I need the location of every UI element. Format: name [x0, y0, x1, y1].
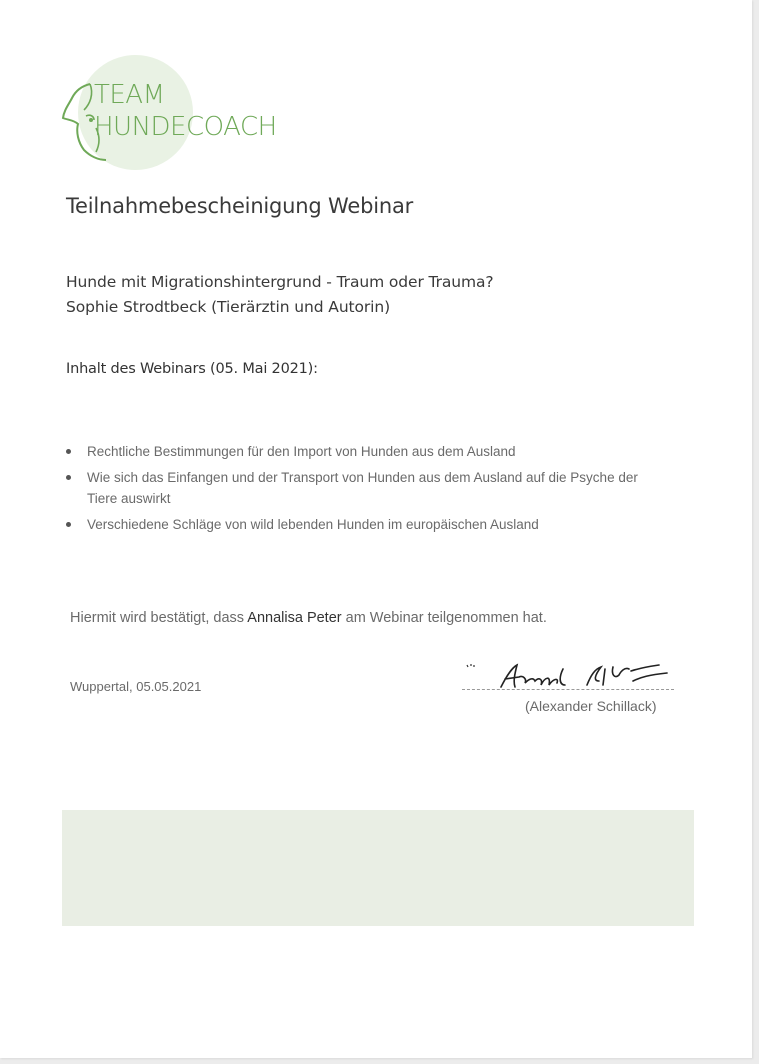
- list-item-text: Verschiedene Schläge von wild lebenden Hunden im europäischen Ausland: [87, 517, 539, 532]
- content-list: [66, 441, 656, 540]
- signer-name: (Alexander Schillack): [525, 698, 657, 714]
- place-date: Wuppertal, 05.05.2021: [70, 679, 202, 694]
- bullet-icon: [66, 522, 71, 527]
- signature-block: [455, 657, 675, 717]
- bullet-icon: [66, 449, 71, 454]
- document-title: Teilnahmebescheinigung Webinar: [66, 194, 414, 218]
- bullet-icon: [66, 475, 71, 480]
- list-item: [66, 514, 656, 535]
- confirmation-after: am Webinar teilgenommen hat.: [341, 610, 547, 626]
- confirmation-before: Hiermit wird bestätigt, dass: [70, 610, 248, 626]
- participant-name: Annalisa Peter: [247, 610, 342, 626]
- team-hundecoach-logo: [58, 52, 318, 177]
- handwritten-signature: [455, 657, 675, 693]
- confirmation-text: [70, 610, 547, 626]
- signature-line: [462, 689, 674, 690]
- list-item: [66, 467, 656, 509]
- logo-text-team: TEAM: [94, 80, 165, 110]
- webinar-speaker: Sophie Strodtbeck (Tierärztin und Autorin): [66, 298, 391, 316]
- webinar-subtitle: [66, 270, 494, 320]
- footer-box: [62, 810, 694, 926]
- list-item: [66, 441, 656, 462]
- content-heading: Inhalt des Webinars (05. Mai 2021):: [66, 361, 318, 377]
- webinar-topic: Hunde mit Migrationshintergrund - Traum oder Trauma?: [66, 273, 494, 291]
- list-item-text: Wie sich das Einfangen und der Transport von Hunden aus dem Ausland auf die Psyche der Tiere auswirkt: [87, 470, 638, 506]
- logo-text-hundecoach: HUNDECOACH: [94, 112, 277, 142]
- list-item-text: Rechtliche Bestimmungen für den Import von Hunden aus dem Ausland: [87, 444, 516, 459]
